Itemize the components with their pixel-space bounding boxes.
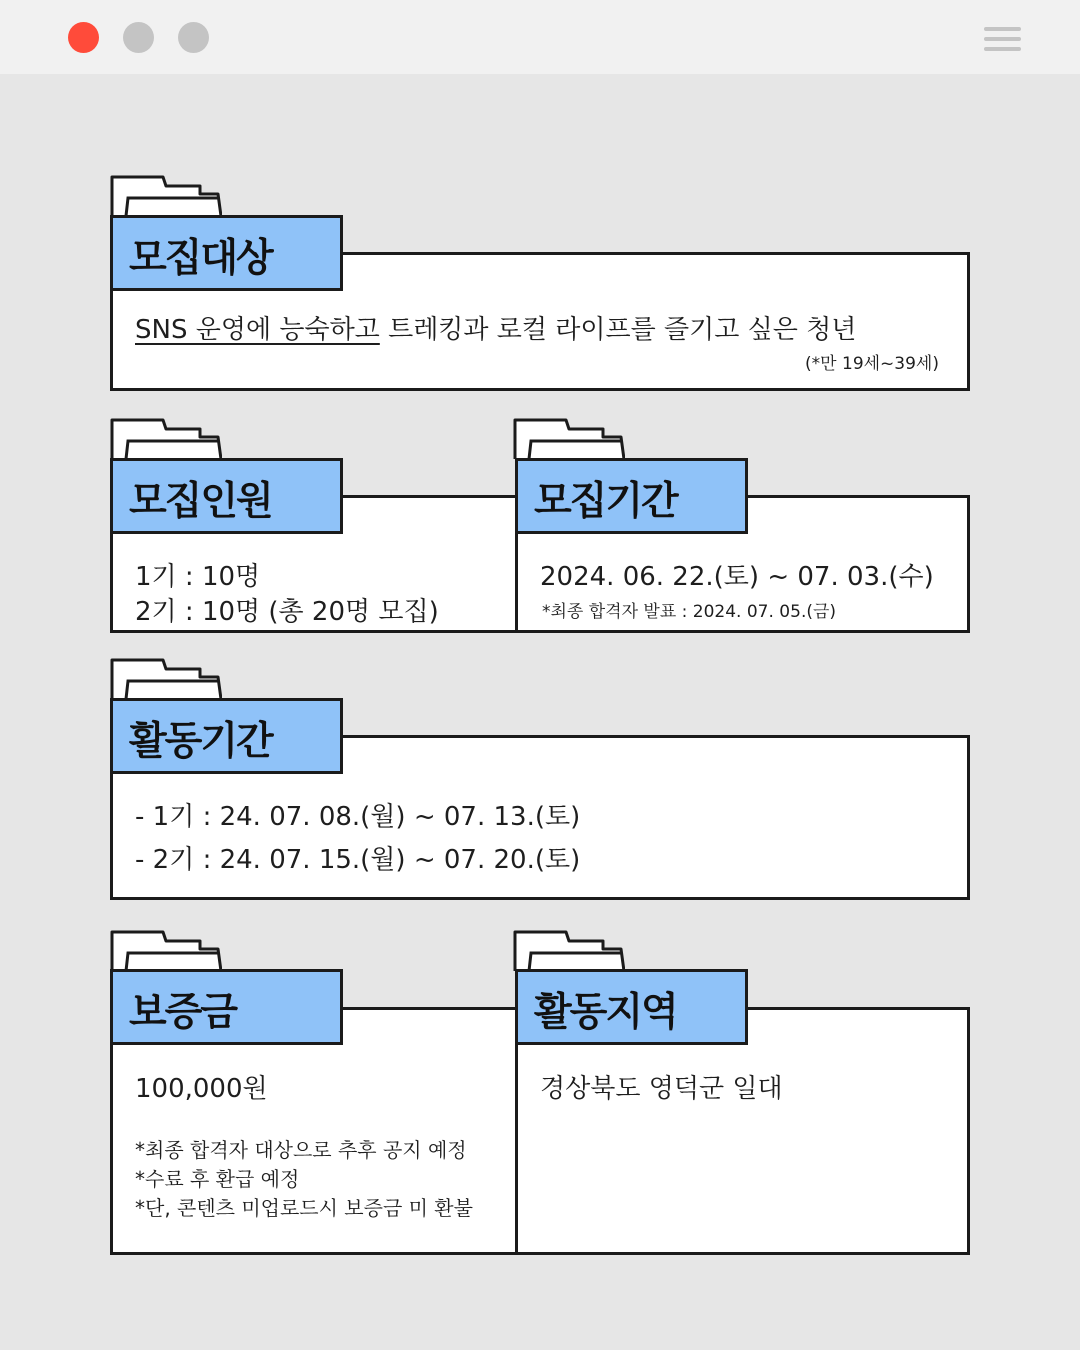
activity-period-line1: - 1기 : 24. 07. 08.(월) ~ 07. 13.(토)	[135, 802, 581, 832]
target-highlight: SNS 운영에 능숙하고	[135, 315, 380, 345]
area-title: 활동지역	[534, 990, 677, 1035]
activity-period-label	[110, 698, 343, 774]
headcount-line1: 1기 : 10명	[135, 562, 261, 592]
folder-icon	[513, 417, 625, 461]
announcement-note: *최종 합격자 발표 : 2024. 07. 05.(금)	[542, 602, 837, 622]
maximize-window-button[interactable]	[178, 22, 209, 53]
close-window-button[interactable]	[68, 22, 99, 53]
minimize-window-button[interactable]	[123, 22, 154, 53]
target-rest: 트레킹과 로컬 라이프를 즐기고 싶은 청년	[379, 315, 857, 345]
target-age-note: (*만 19세~39세)	[805, 354, 939, 374]
deposit-label	[110, 969, 343, 1045]
recruit-period-label	[515, 458, 748, 534]
deposit-note-1: *최종 합격자 대상으로 추후 공지 예정	[135, 1138, 467, 1162]
folder-icon	[110, 417, 222, 461]
deposit-title: 보증금	[129, 990, 237, 1035]
window-titlebar	[0, 0, 1080, 74]
deposit-note-3: *단, 콘텐츠 미업로드시 보증금 미 환불	[135, 1196, 473, 1220]
folder-icon	[110, 657, 222, 701]
headcount-label	[110, 458, 343, 534]
folder-icon	[513, 929, 625, 973]
headcount-line2: 2기 : 10명 (총 20명 모집)	[135, 597, 439, 627]
recruit-period-title: 모집기간	[534, 479, 677, 524]
area-label	[515, 969, 748, 1045]
activity-period-line2: - 2기 : 24. 07. 15.(월) ~ 07. 20.(토)	[135, 845, 581, 875]
headcount-title: 모집인원	[129, 479, 272, 524]
activity-period-title: 활동기간	[129, 719, 272, 764]
folder-icon	[110, 929, 222, 973]
recruit-period-dates: 2024. 06. 22.(토) ~ 07. 03.(수)	[540, 562, 934, 592]
target-title: 모집대상	[129, 236, 272, 281]
area-text: 경상북도 영덕군 일대	[540, 1074, 783, 1104]
hamburger-menu-icon[interactable]	[984, 27, 1021, 51]
folder-icon	[110, 174, 222, 218]
target-label	[110, 215, 343, 291]
deposit-amount: 100,000원	[135, 1074, 268, 1104]
target-description	[135, 309, 856, 346]
deposit-note-2: *수료 후 환급 예정	[135, 1167, 300, 1191]
